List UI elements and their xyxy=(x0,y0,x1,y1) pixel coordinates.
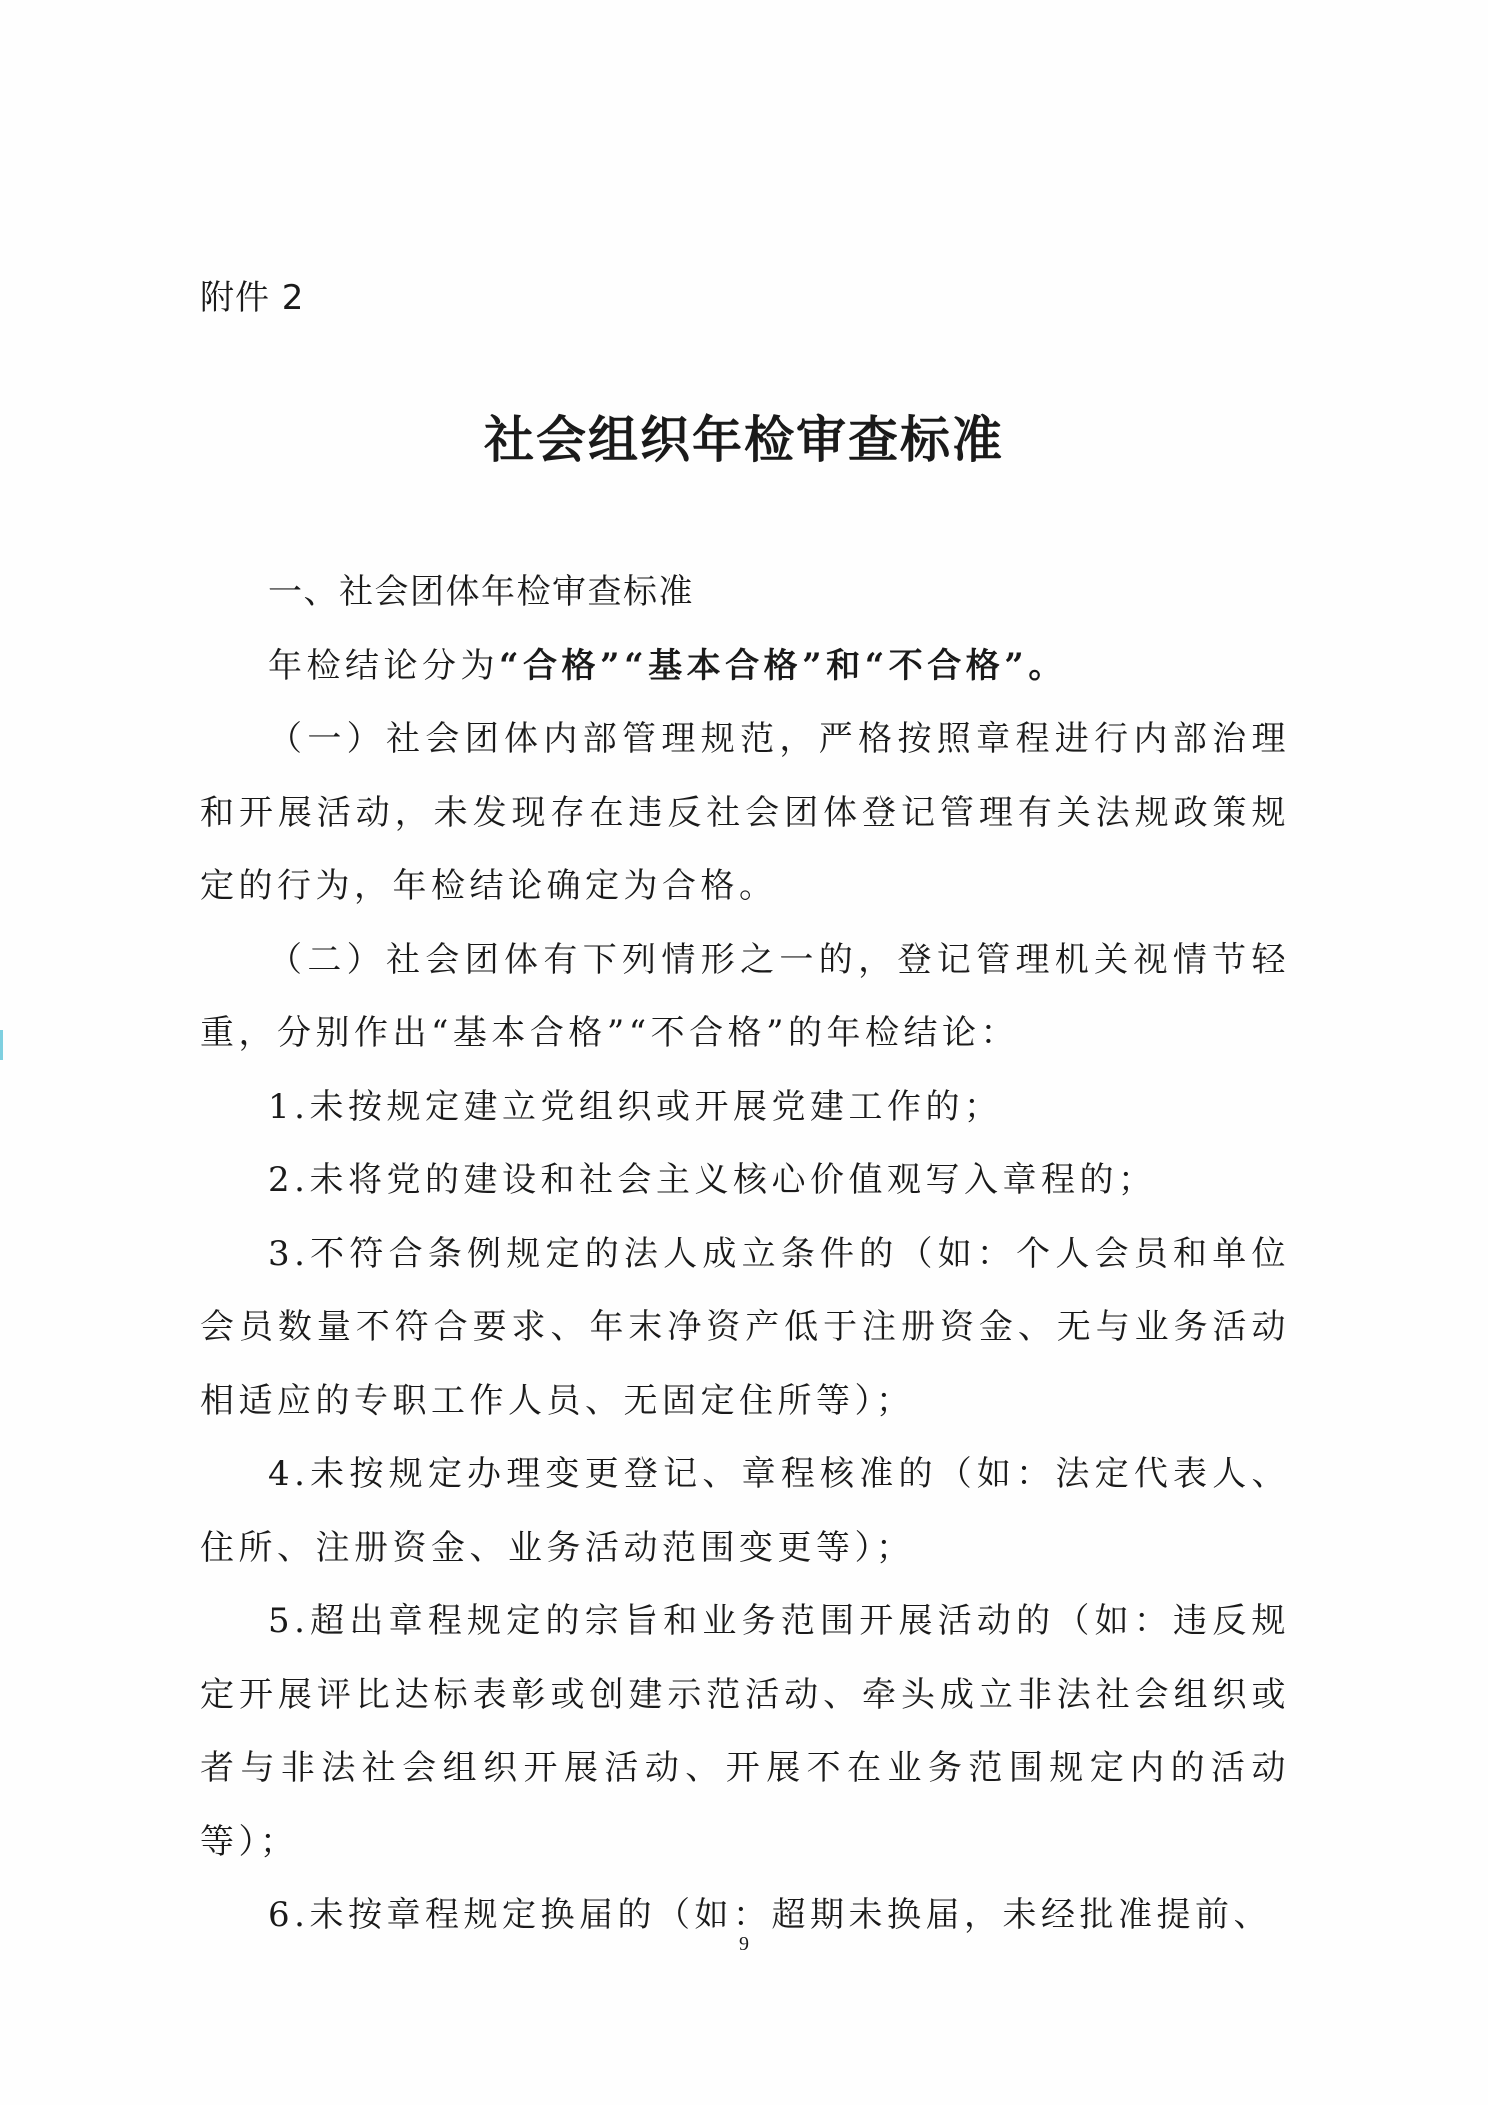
conclusion-categories: “合格”“基本合格”和“不合格”。 xyxy=(499,645,1067,686)
paragraph-situations: （二）社会团体有下列情形之一的，登记管理机关视情节轻重，分别作出“基本合格”“不合格”的年检结论： xyxy=(200,939,1290,1053)
list-item-5: 5.超出章程规定的宗旨和业务范围开展活动的（如：违反规定开展评比达标表彰或创建示范活动、牵头成立非法社会组织或者与非法社会组织开展活动、开展不在业务范围规定内的活动等）； xyxy=(200,1601,1290,1862)
scan-edge-mark xyxy=(0,1030,3,1060)
paragraph-qualified: （一）社会团体内部管理规范，严格按照章程进行内部治理和开展活动，未发现存在违反社会团体登记管理有关法规政策规定的行为，年检结论确定为合格。 xyxy=(200,719,1290,906)
list-item-1: 1.未按规定建立党组织或开展党建工作的； xyxy=(268,1086,1003,1127)
document-body xyxy=(200,556,1290,1953)
list-item-4: 4.未按规定办理变更登记、章程核准的（如：法定代表人、住所、注册资金、业务活动范围变更等）； xyxy=(200,1454,1290,1568)
conclusion-paragraph xyxy=(200,630,1290,704)
list-item-2: 2.未将党的建设和社会主义核心价值观写入章程的； xyxy=(268,1160,1157,1200)
section-heading: 一、社会团体年检审查标准 xyxy=(268,572,694,612)
page-number: 9 xyxy=(739,1933,749,1955)
list-item-3: 3.不符合条例规定的法人成立条件的（如：个人会员和单位会员数量不符合要求、年末净资产低于注册资金、无与业务活动相适应的专职工作人员、无固定住所等）； xyxy=(200,1233,1290,1421)
attachment-label: 附件 2 xyxy=(200,278,305,318)
list-item-6: 6.未按章程规定换届的（如：超期未换届，未经批准提前、 xyxy=(268,1895,1272,1935)
page-title: 社会组织年检审查标准 xyxy=(484,410,1004,469)
conclusion-intro: 年检结论分为 xyxy=(268,645,499,686)
